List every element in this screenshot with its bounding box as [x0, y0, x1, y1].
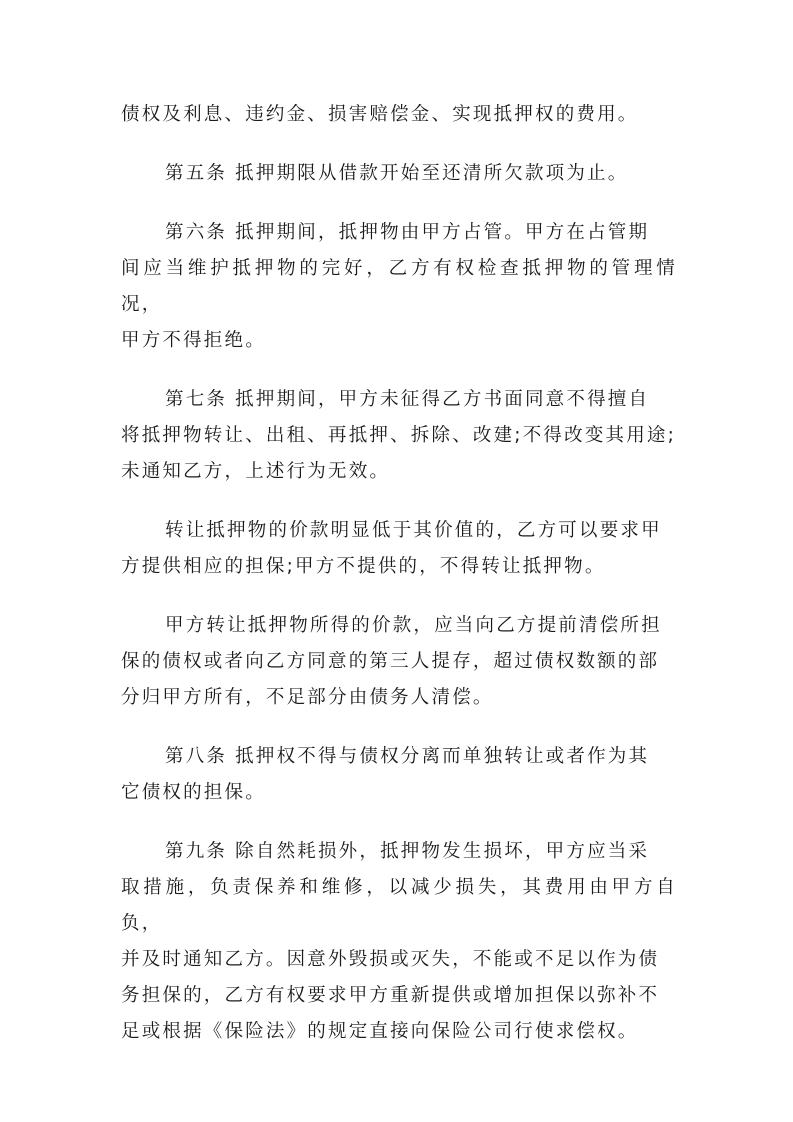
paragraph-article-9: 第九条 除自然耗损外，抵押物发生损坏，甲方应当采 取措施，负责保养和维修，以减少损失，其费用由甲方自负， 并及时通知乙方。因意外毁损或灭失，不能或不足以作为债 务担保的，乙方有权要求甲方重新提供或增加担保以弥补不 足或根据《保险法》的规定直接向保险公司行使求偿权。: [121, 841, 677, 1042]
document-body: [121, 97, 677, 1073]
paragraph-article-8: 第八条 抵押权不得与债权分离而单独转让或者作为其 它债权的担保。: [121, 746, 650, 803]
paragraph-continuation: 债权及利息、违约金、损害赔偿金、实现抵押权的费用。: [121, 104, 639, 125]
paragraph-article-7: 第七条 抵押期间，甲方未征得乙方书面同意不得擅自 将抵押物转让、出租、再抵押、拆除、改建;不得改变其用途; 未通知乙方，上述行为无效。: [121, 389, 677, 482]
paragraph-transfer-price: 转让抵押物的价款明显低于其价值的，乙方可以要求甲 方提供相应的担保;甲方不提供的，不得转让抵押物。: [121, 520, 662, 577]
paragraph-transfer-proceeds: 甲方转让抵押物所得的价款，应当向乙方提前清偿所担 保的债权或者向乙方同意的第三人提存，超过债权数额的部 分归甲方所有，不足部分由债务人清偿。: [121, 615, 662, 708]
paragraph-article-5: 第五条 抵押期限从借款开始至还清所欠款项为止。: [165, 163, 629, 184]
paragraph-article-6: 第六条 抵押期间，抵押物由甲方占管。甲方在占管期 间应当维护抵押物的完好，乙方有权检查抵押物的管理情况， 甲方不得拒绝。: [121, 222, 677, 351]
